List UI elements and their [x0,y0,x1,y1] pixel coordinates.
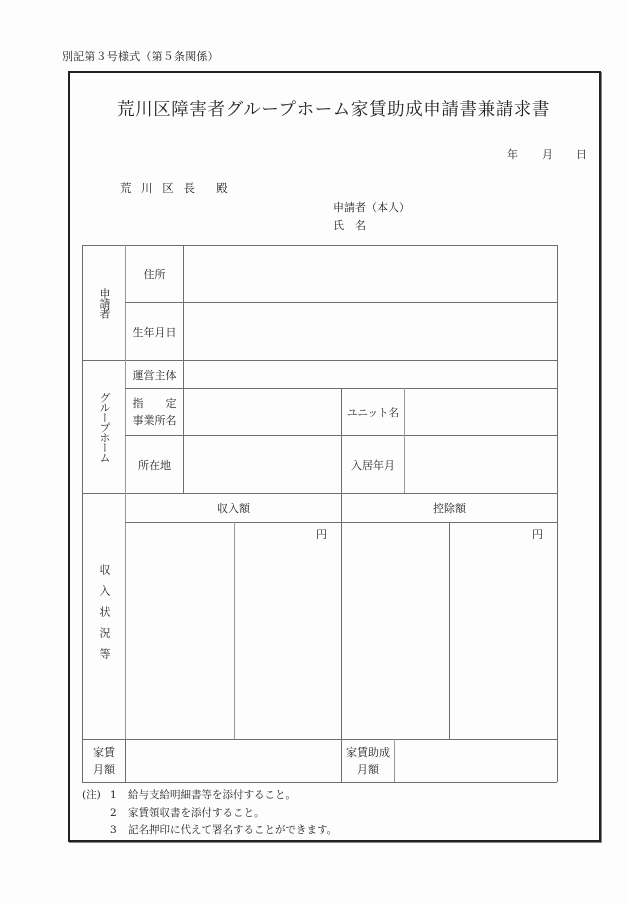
facility-name-label-line1: 指 定 [132,397,177,410]
deduction-header: 控除額 [433,502,466,515]
date-day-label: 日 [576,148,587,161]
note-item [82,822,337,840]
note-number: 3 [110,824,117,836]
addressee: 荒 川 区 長 殿 [120,181,228,195]
facility-name-label-line2: 事業所名 [132,414,177,427]
note-text: 記名押印に代えて署名することができます。 [128,824,338,836]
operator-field[interactable] [184,361,557,388]
note-text: 家賃領収書を添付すること。 [128,806,265,819]
facility-name-field[interactable] [184,389,341,435]
notes-prefix: (注) [82,789,101,801]
note-number: 1 [110,789,117,801]
applicant-header-line1: 申請者（本人） [333,201,410,214]
date-year-label: 年 [507,148,518,161]
address-field[interactable] [184,246,557,302]
deduction-yen-unit: 円 [532,528,543,541]
income-amount-field[interactable] [235,523,341,739]
note-item [82,805,337,823]
section-label-applicant: 申請者 [98,288,111,318]
monthly-rent-label-line2: 月額 [93,763,115,776]
note-text: 給与支給明細書等を添付すること。 [128,789,296,801]
facility-name-label [126,389,183,435]
applicant-name-label: 氏 名 [333,219,366,232]
monthly-rent-label-line1: 家賃 [93,746,115,759]
deduction-item-field[interactable] [342,523,449,739]
location-field[interactable] [184,436,341,493]
birthdate-label: 生年月日 [132,325,177,339]
operator-label: 運営主体 [132,368,177,382]
move-in-date-label: 入居年月 [351,458,395,472]
monthly-subsidy-label-line2: 月額 [357,763,379,776]
applicant-header [333,199,410,235]
notes [82,787,337,840]
note-item [82,787,337,805]
form-reference: 別記第３号様式（第５条関係） [62,50,219,63]
income-yen-unit: 円 [316,528,327,541]
location-label: 所在地 [138,458,171,472]
monthly-rent-label [83,740,125,782]
monthly-subsidy-field[interactable] [395,740,557,782]
form-title: 荒川区障害者グループホーム家賃助成申請書兼請求書 [117,100,550,120]
monthly-subsidy-label [342,740,394,782]
section-label-income: 収入状況等 [98,564,111,669]
monthly-subsidy-label-line1: 家賃助成 [346,746,390,759]
income-header: 収入額 [217,502,250,515]
move-in-date-field[interactable] [405,436,557,493]
date-month-label: 月 [542,148,553,161]
birthdate-field[interactable] [184,303,557,360]
section-label-group-home: グループホーム [98,392,111,462]
deduction-amount-field[interactable] [450,523,557,739]
unit-name-field[interactable] [405,389,557,435]
monthly-rent-field[interactable] [126,740,341,782]
note-number: 2 [110,806,117,819]
address-label: 住所 [143,268,166,281]
unit-name-label: ユニット名 [346,406,400,419]
income-item-field[interactable] [126,523,234,739]
